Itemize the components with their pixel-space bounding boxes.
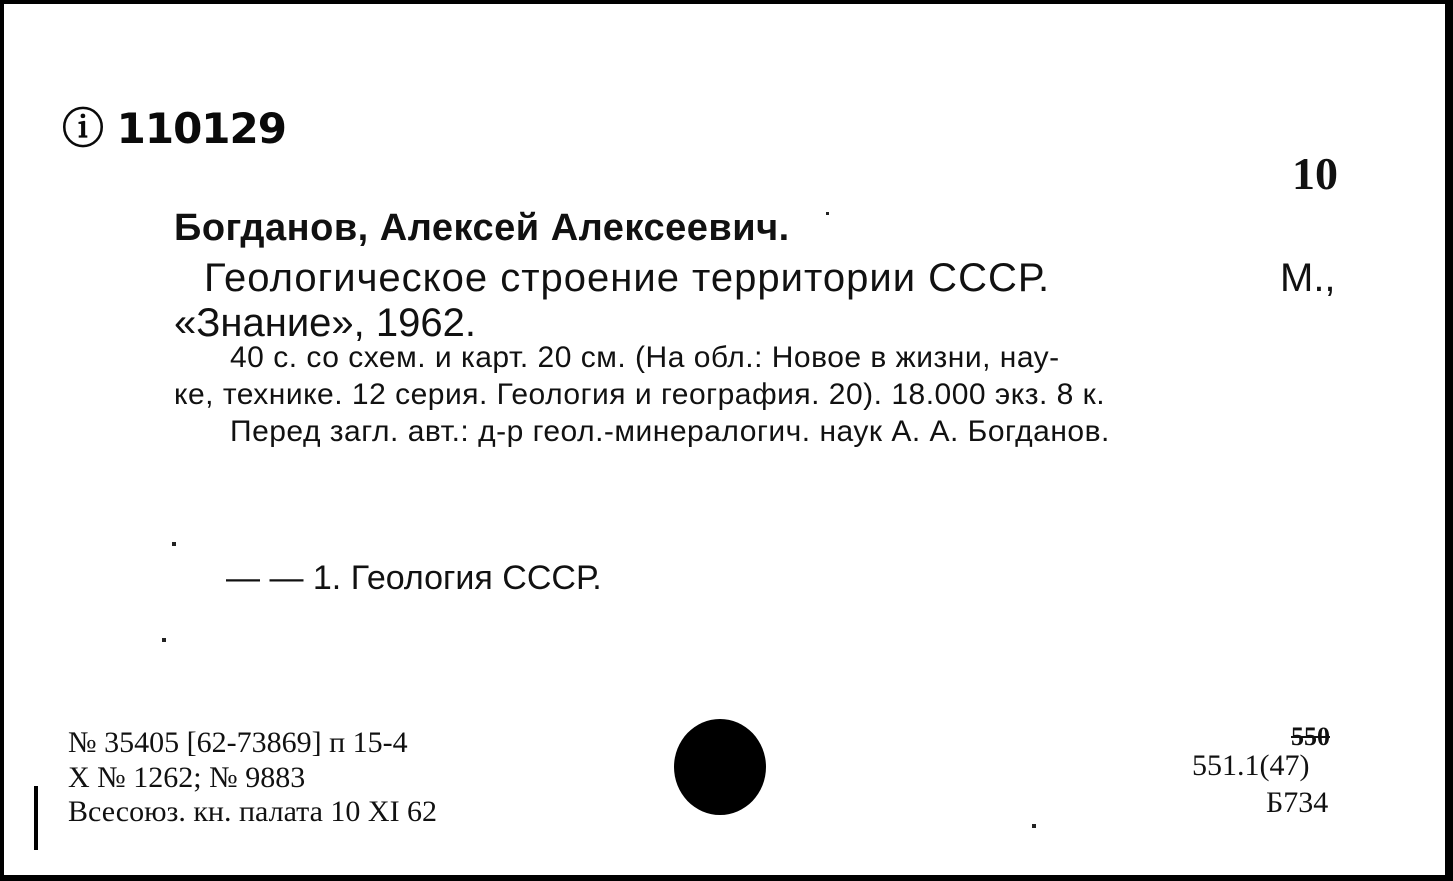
speck (172, 542, 176, 546)
imprint-line: Всесоюз. кн. палата 10 XI 62 (68, 795, 438, 828)
title-line-2: «Знание», 1962. (174, 301, 476, 345)
title-line-1-tail: М., (1280, 256, 1336, 300)
note-line: ке, технике. 12 серия. Геология и география. 20). 18.000 экз. 8 к. (174, 378, 1106, 411)
note-line: Перед загл. авт.: д-р геол.-минералогич. наук А. А. Богданов. (230, 415, 1110, 448)
classification-code: 551.1(47) (1192, 749, 1310, 782)
title-line-1: Геологическое строение территории СССР. (204, 256, 1051, 300)
imprint-line: X № 1262; № 9883 (68, 761, 306, 794)
punch-hole (674, 719, 766, 815)
speck (826, 212, 829, 215)
speck (162, 638, 166, 642)
subject-heading: — — 1. Геология СССР. (226, 559, 602, 597)
author-mark: Б734 (1266, 786, 1329, 819)
imprint-line: № 35405 [62-73869] п 15-4 (68, 726, 408, 759)
accession-stamp: ⓘ 110129 (62, 104, 286, 153)
classification-old: 550 (1291, 722, 1330, 751)
author-heading: Богданов, Алексей Алексеевич. (174, 207, 790, 249)
catalog-card (4, 4, 1445, 875)
note-line: 40 с. со схем. и карт. 20 см. (На обл.: Новое в жизни, нау- (230, 341, 1060, 374)
speck (1032, 824, 1036, 828)
edge-mark (34, 786, 38, 850)
card-number: 10 (1292, 148, 1338, 199)
